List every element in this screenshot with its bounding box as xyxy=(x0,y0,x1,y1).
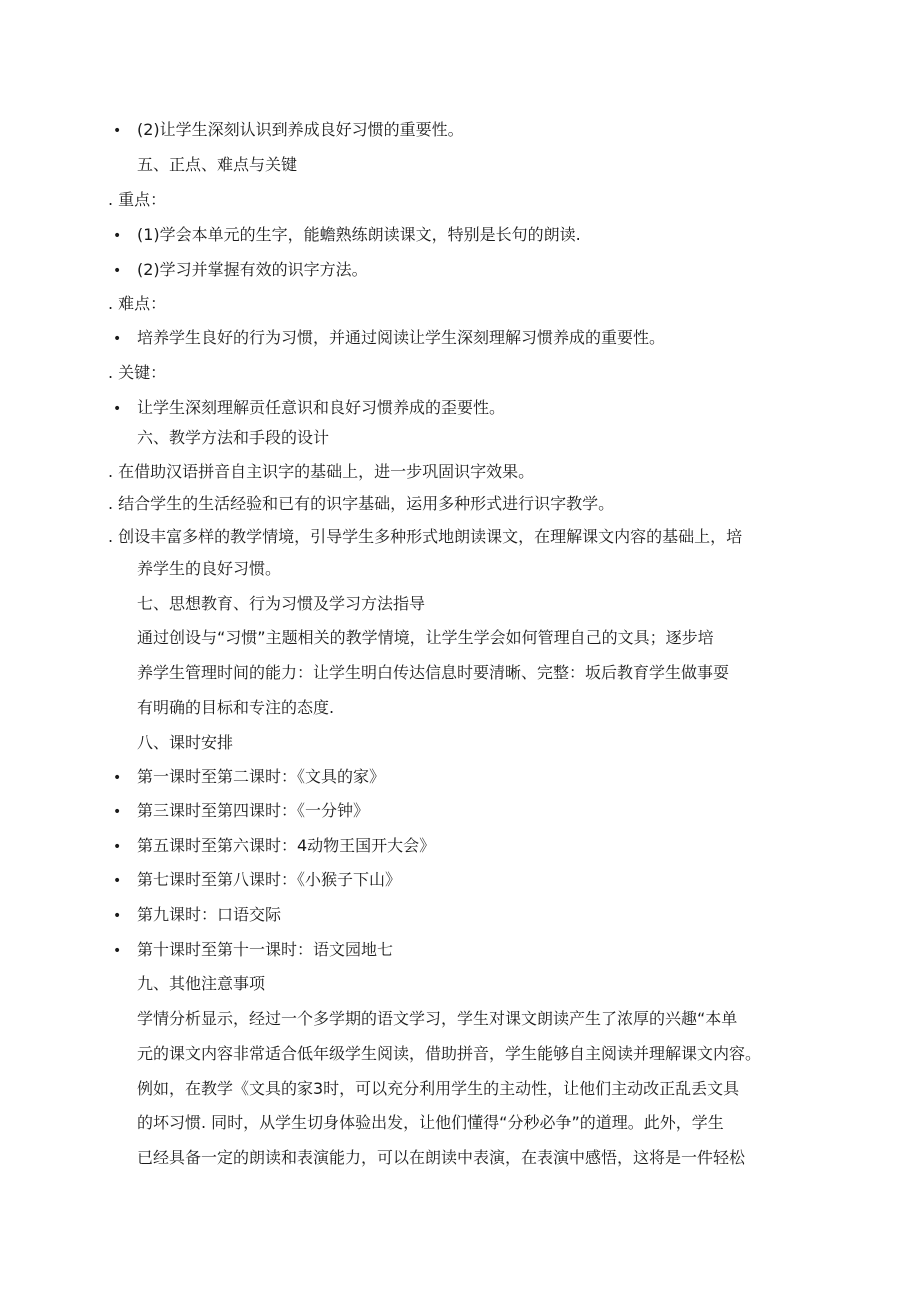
schedule-item: 第一课时至第二课时：《文具的家》 xyxy=(137,767,386,786)
bullet-icon: • xyxy=(113,331,122,347)
bullet-icon: • xyxy=(113,401,122,417)
schedule-item: 第七课时至第八课时：《小猴子下山》 xyxy=(137,870,402,889)
schedule-item: 第十课时至第十一课时：语文园地七 xyxy=(137,940,394,959)
schedule-item: 第三课时至第四课时：《一分钟》 xyxy=(137,801,370,820)
label-difficulties: . 难点： xyxy=(108,294,167,313)
paragraph-line: 通过创设与“习惯”主题相关的教学情境，让学生学会如何管理自己的文具；逐步培 xyxy=(137,628,714,647)
key-point-item: (2)学习并掌握有效的识字方法。 xyxy=(137,260,368,279)
paragraph-line: 已经具备一定的朗读和表演能力，可以在朗读中表演，在表演中感悟，这将是一件轻松 xyxy=(137,1148,746,1167)
bullet-icon: • xyxy=(113,873,122,889)
key-item: 让学生深刻理解贡任意识和良好习惯养成的歪要性。 xyxy=(137,398,506,417)
label-key-points: . 重点： xyxy=(108,190,167,209)
paragraph-line: 的坏习惯. 同时，从学生切身体验出发，让他们懂得“分秒必争”的道理。此外，学生 xyxy=(137,1113,724,1132)
bullet-icon: • xyxy=(113,804,122,820)
key-point-item: (1)学会本单元的生字，能蟾熟练朗读课文，特别是长句的朗读. xyxy=(137,225,581,244)
paragraph-line: 例如，在教学《文具的家3时，可以充分利用学生的主动性，让他们主动改正乱丢文具 xyxy=(137,1079,740,1098)
schedule-item: 第五课时至第六课时：4动物王国开大会》 xyxy=(137,836,436,855)
bullet-icon: • xyxy=(113,839,122,855)
method-item: . 创设丰富多样的教学情境，引导学生多种形式地朗读课文，在理解课文内容的基础上，培 xyxy=(108,527,743,546)
bullet-icon: • xyxy=(113,770,122,786)
section-heading: 八、课时安排 xyxy=(137,733,234,752)
section-heading: 五、正点、难点与关键 xyxy=(137,155,298,174)
schedule-item: 第九课时：口语交际 xyxy=(137,905,282,924)
bullet-icon: • xyxy=(113,943,122,959)
method-item-continued: 养学生的良好习惯。 xyxy=(137,559,282,578)
objective-item: (2)让学生深刻认识到养成良好习惯的重要性。 xyxy=(137,120,464,139)
bullet-icon: • xyxy=(113,123,122,139)
method-item: . 在借助汉语拼音自主识字的基础上，进一步巩固识字效果。 xyxy=(108,462,535,481)
paragraph-line: 养学生管理时间的能力：让学生明白传达信息时要清晰、完整：坂后教育学生做事耍 xyxy=(137,663,730,682)
label-keys: . 关键： xyxy=(108,363,167,382)
section-heading: 六、教学方法和手段的设计 xyxy=(137,428,330,447)
section-heading: 七、思想教育、行为习惯及学习方法指导 xyxy=(137,594,426,613)
difficulty-item: 培养学生良好的行为习惯，并通过阅读让学生深刻理解习惯养成的重要性。 xyxy=(137,328,666,347)
bullet-icon: • xyxy=(113,228,122,244)
paragraph-line: 学情分析显示，经过一个多学期的语文学习，学生对课文朗读产生了浓厚的兴趣“本单 xyxy=(137,1009,738,1028)
section-heading: 九、其他注意事项 xyxy=(137,974,266,993)
paragraph-line: 元的课文内容非常适合低年级学生阅读，借助拼音，学生能够自主阅读并理解课文内容。 xyxy=(137,1044,762,1063)
bullet-icon: • xyxy=(113,908,122,924)
method-item: . 结合学生的生活经验和已有的识字基础，运用多种形式进行识字教学。 xyxy=(108,494,615,513)
bullet-icon: • xyxy=(113,263,122,279)
paragraph-line: 有明确的目标和专注的态度. xyxy=(137,698,335,717)
